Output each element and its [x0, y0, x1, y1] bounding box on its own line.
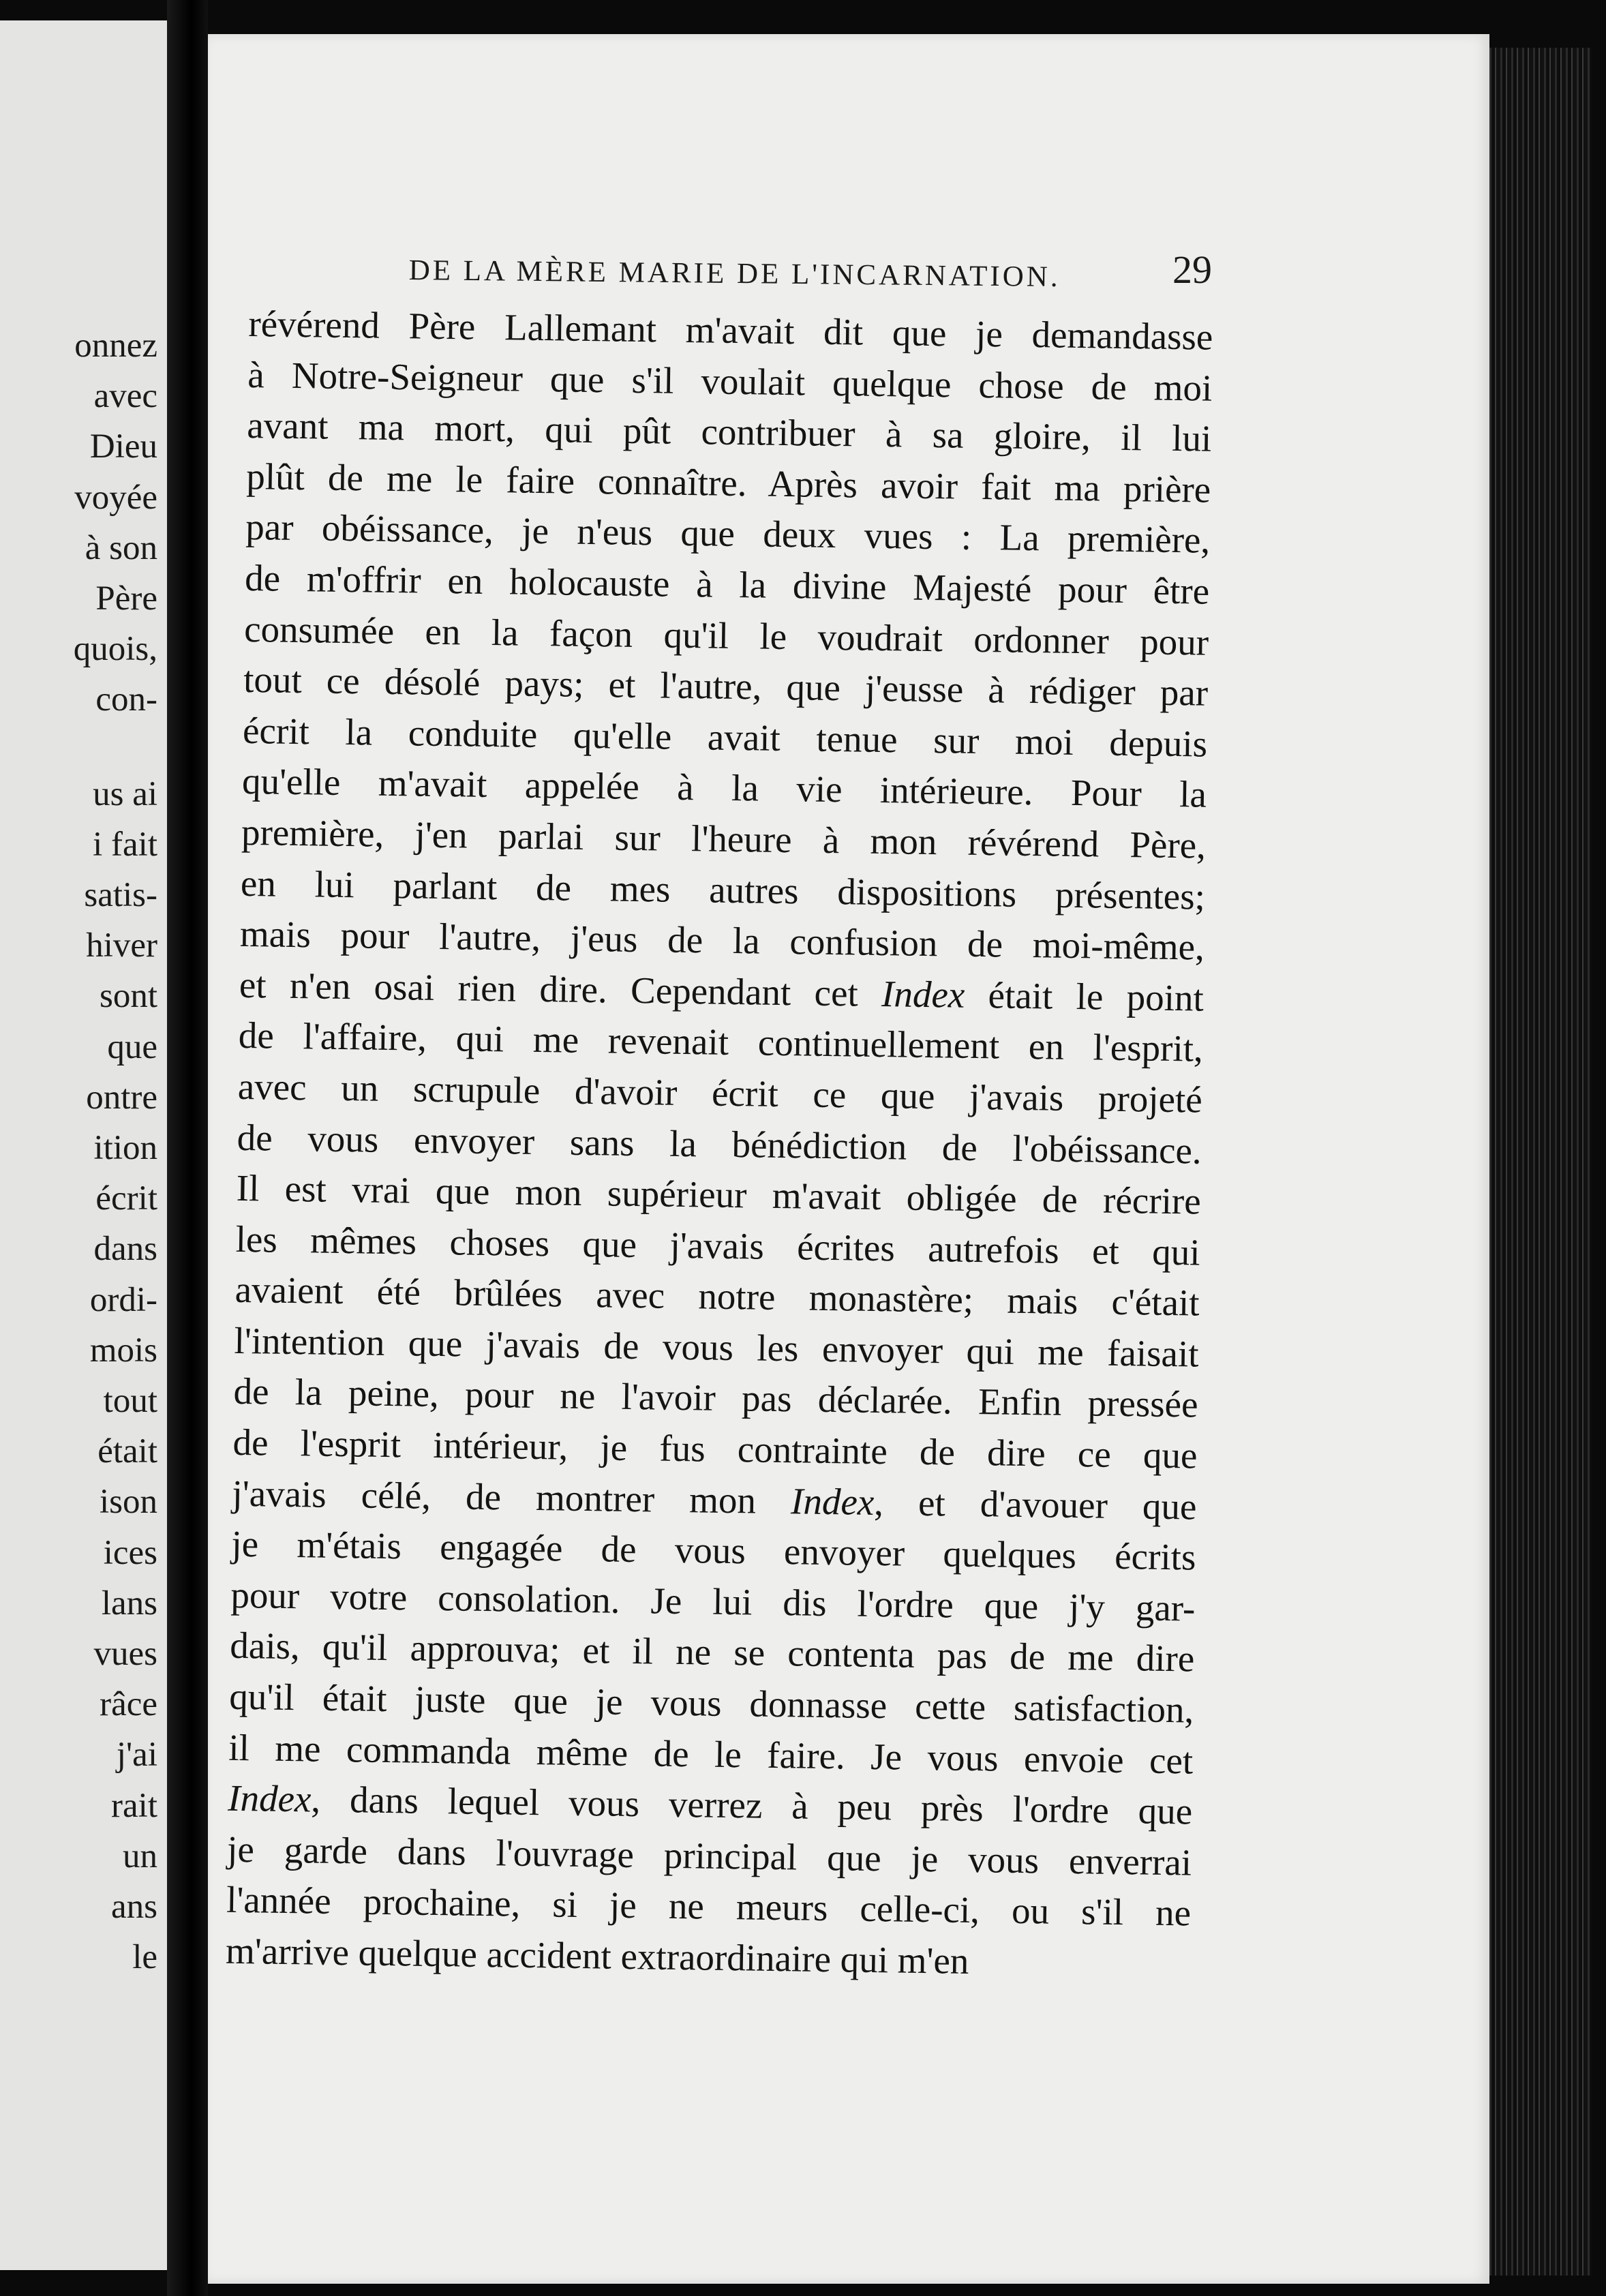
text-line: pour votre consolation. Je lui dis l'ordre que j'y gar-	[230, 1573, 1196, 1629]
facing-page-line: tout	[103, 1382, 157, 1421]
facing-page-line: j'ai	[116, 1736, 157, 1774]
text-line: première, j'en parlai sur l'heure à mon révérend Père,	[241, 811, 1207, 866]
facing-page-line: un	[123, 1837, 157, 1875]
text-line: m'arrive quelque accident extraordinaire qui m'en	[225, 1929, 969, 1982]
text-line: de vous envoyer sans la bénédiction de l'obéissance.	[237, 1116, 1202, 1172]
facing-page-line: quois,	[73, 630, 157, 669]
facing-page-line: le	[132, 1938, 157, 1977]
page-number: 29	[1172, 247, 1212, 292]
facing-page-line: dans	[93, 1230, 157, 1269]
facing-page-line: vues	[93, 1635, 157, 1674]
text-line: j'avais célé, de montrer mon Index, et d'avouer que	[232, 1472, 1197, 1528]
facing-page-line: hiver	[86, 926, 157, 965]
text-line: Index, dans lequel vous verrez à peu près l'ordre que	[227, 1777, 1193, 1832]
text-line: de l'esprit intérieur, je fus contrainte de dire ce que	[232, 1421, 1198, 1477]
book-gutter	[167, 0, 208, 2296]
text-line: avaient été brûlées avec notre monastère; mais c'était	[234, 1269, 1200, 1324]
text-line: tout ce désolé pays; et l'autre, que j'eusse à rédiger par	[243, 659, 1209, 714]
body-text	[226, 299, 1213, 1990]
text-line: révérend Père Lallemant m'avait dit que je demandasse	[248, 302, 1213, 358]
facing-page-line: Dieu	[89, 427, 157, 466]
text-line: de la peine, pour ne l'avoir pas déclarée. Enfin pressée	[233, 1370, 1198, 1426]
facing-page-line: lans	[101, 1584, 157, 1622]
text-line: l'année prochaine, si je ne meurs celle-ci, ou s'il ne	[226, 1879, 1192, 1934]
facing-page-line: Père	[95, 579, 157, 618]
facing-page-text	[74, 320, 157, 1983]
text-line: plût de me le faire connaître. Après avoir fait ma prière	[245, 455, 1211, 511]
text-line: en lui parlant de mes autres dispositions présentes;	[240, 862, 1206, 918]
page-edges	[1489, 48, 1592, 2276]
facing-page-line: ontre	[86, 1078, 157, 1117]
facing-page-line: con-	[95, 680, 157, 719]
text-line: consumée en la façon qu'il le voudrait ordonner pour	[243, 607, 1209, 663]
text-line: il me commanda même de le faire. Je vous envoie cet	[228, 1726, 1194, 1782]
facing-page-line: avec	[93, 377, 157, 416]
text-line: de l'affaire, qui me revenait continuellement en l'esprit,	[238, 1014, 1204, 1070]
facing-page-line: satis-	[84, 876, 157, 915]
facing-page-line: était	[97, 1432, 157, 1471]
text-line: mais pour l'autre, j'eus de la confusion de moi-même,	[239, 913, 1205, 968]
facing-page-line: sont	[99, 977, 157, 1016]
text-line: je garde dans l'ouvrage principal que je vous enverrai	[226, 1828, 1192, 1884]
facing-page-line: à son	[85, 528, 157, 567]
facing-page-fragment	[0, 20, 167, 2270]
facing-page-line: ison	[99, 1483, 157, 1522]
facing-page-line: mois	[89, 1331, 157, 1370]
text-line: et n'en osai rien dire. Cependant cet Index était le point	[239, 963, 1204, 1019]
text-line: avec un scrupule d'avoir écrit ce que j'avais projeté	[237, 1065, 1203, 1121]
facing-page-line: rait	[111, 1786, 157, 1825]
facing-page-line: us ai	[93, 774, 157, 813]
facing-page-line: onnez	[74, 327, 157, 365]
text-line: qu'elle m'avait appelée à la vie intérieure. Pour la	[241, 760, 1207, 816]
text-line: écrit la conduite qu'elle avait tenue sur moi depuis	[242, 709, 1208, 765]
facing-page-line: ition	[93, 1129, 157, 1168]
facing-page-line: écrit	[95, 1179, 157, 1218]
facing-page-line: ices	[103, 1533, 157, 1572]
facing-page-line: ans	[111, 1888, 157, 1927]
text-line: Il est vrai que mon supérieur m'avait obligée de récrire	[236, 1166, 1202, 1222]
text-line: de m'offrir en holocauste à la divine Majesté pour être	[244, 556, 1210, 612]
facing-page-line: ordi-	[89, 1280, 157, 1319]
text-line: les mêmes choses que j'avais écrites autrefois et qui	[235, 1218, 1201, 1273]
text-line: je m'étais engagée de vous envoyer quelques écrits	[231, 1523, 1196, 1578]
text-line: l'intention que j'avais de vous les envoyer qui me faisait	[234, 1319, 1199, 1375]
running-head: DE LA MÈRE MARIE DE L'INCARNATION.	[408, 254, 1061, 294]
text-line: à Notre-Seigneur que s'il voulait quelque chose de moi	[247, 353, 1213, 409]
facing-page-line: râce	[100, 1685, 157, 1724]
facing-page-line: que	[107, 1027, 157, 1066]
facing-page-line: i fait	[93, 825, 157, 864]
text-line: par obéissance, je n'eus que deux vues : La première,	[245, 506, 1211, 562]
facing-page-line: voyée	[74, 478, 157, 517]
text-line: dais, qu'il approuva; et il ne se contenta pas de me dire	[229, 1625, 1195, 1680]
text-line: avant ma mort, qui pût contribuer à sa gloire, il lui	[246, 404, 1212, 459]
text-line: qu'il était juste que je vous donnasse cette satisfaction,	[228, 1675, 1194, 1731]
